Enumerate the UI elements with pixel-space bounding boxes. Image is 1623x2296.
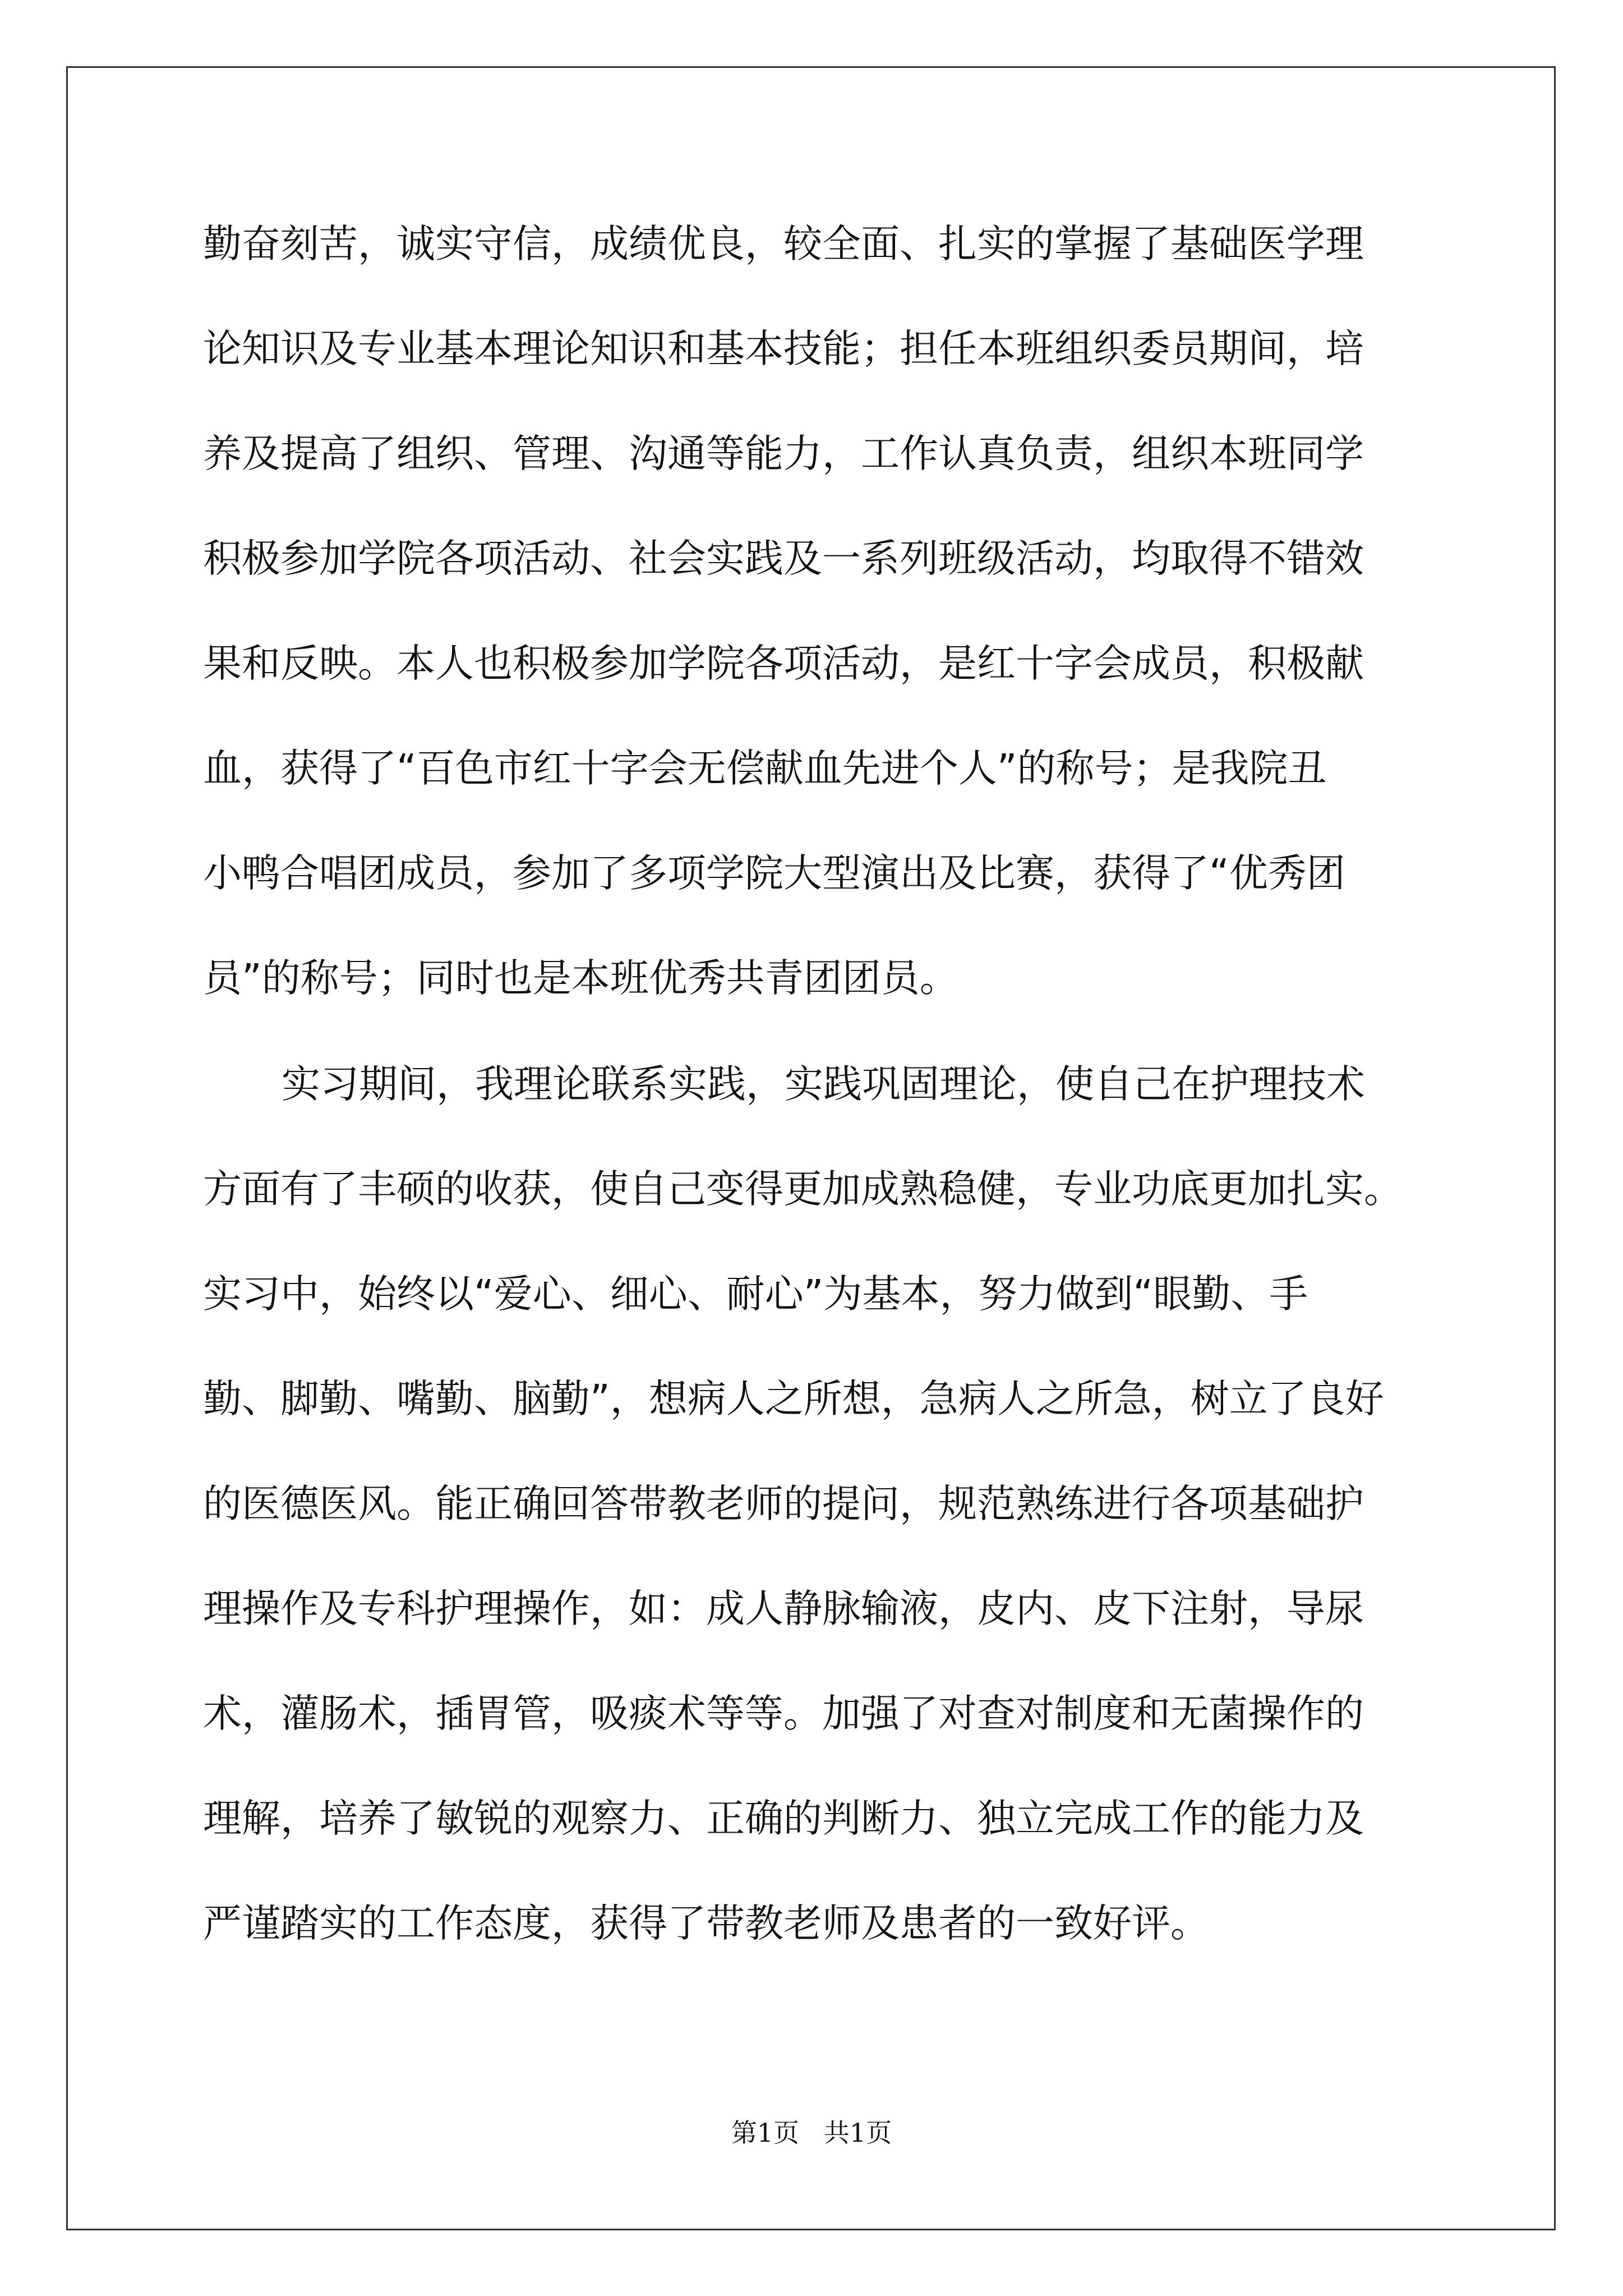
- text-line: 勤奋刻苦，诚实守信，成绩优良，较全面、扎实的掌握了基础医学理: [203, 222, 1364, 266]
- text-line: 果和反映。本人也积极参加学院各项活动，是红十字会成员，积极献: [203, 641, 1364, 686]
- text-line: 理操作及专科护理操作，如：成人静脉输液，皮内、皮下注射，导尿: [203, 1586, 1364, 1631]
- text-line: 实习中，始终以“爱心、细心、耐心”为基本，努力做到“眼勤、手: [203, 1272, 1308, 1317]
- text-line: 方面有了丰硕的收获，使自己变得更加成熟稳健，专业功底更加扎实。: [203, 1167, 1403, 1212]
- text-line: 理解，培养了敏锐的观察力、正确的判断力、独立完成工作的能力及: [203, 1796, 1364, 1841]
- text-line: 小鸭合唱团成员，参加了多项学院大型演出及比赛，获得了“优秀团: [203, 851, 1345, 896]
- page-number: 第1页 共1页: [731, 2118, 892, 2148]
- text-line: 论知识及专业基本理论知识和基本技能；担任本班组织委员期间，培: [203, 326, 1364, 371]
- text-line: 养及提高了组织、管理、沟通等能力，工作认真负责，组织本班同学: [203, 431, 1364, 476]
- paragraph-first-line: 实习期间，我理论联系实践，实践巩固理论，使自己在护理技术: [282, 1062, 1365, 1107]
- text-line: 的医德医风。能正确回答带教老师的提问，规范熟练进行各项基础护: [203, 1481, 1364, 1526]
- text-line: 术，灌肠术，插胃管，吸痰术等等。加强了对查对制度和无菌操作的: [203, 1691, 1364, 1736]
- text-line: 勤、脚勤、嘴勤、脑勤”，想病人之所想，急病人之所急，树立了良好: [203, 1377, 1384, 1421]
- text-line: 严谨踏实的工作态度，获得了带教老师及患者的一致好评。: [203, 1901, 1209, 1946]
- text-line: 积极参加学院各项活动、社会实践及一系列班级活动，均取得不错效: [203, 536, 1364, 581]
- text-line: 员”的称号；同时也是本班优秀共青团团员。: [203, 956, 958, 1001]
- text-line: 血，获得了“百色市红十字会无偿献血先进个人”的称号；是我院丑: [203, 746, 1327, 791]
